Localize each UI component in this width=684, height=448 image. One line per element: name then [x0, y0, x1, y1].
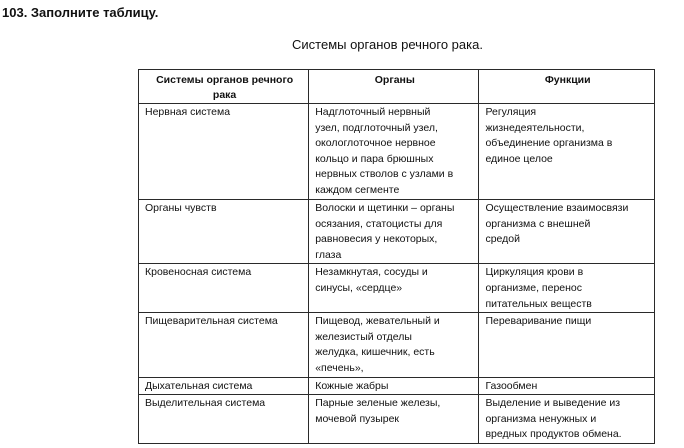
functions-cell: Циркуляция крови в организме, перенос питательных веществ — [479, 264, 655, 313]
functions-cell: Осуществление взаимосвязи организма с внешней средой — [479, 200, 655, 264]
table-caption: Системы органов речного рака. — [292, 37, 483, 52]
system-cell: Выделительная система — [139, 395, 309, 444]
system-cell: Кровеносная система — [139, 264, 309, 313]
organs-cell: Незамкнутая, сосуды и синусы, «сердце» — [309, 264, 479, 313]
organs-cell: Кожные жабры — [309, 377, 479, 395]
header-systems: Системы органов речного рака — [139, 70, 309, 104]
functions-cell: Газообмен — [479, 377, 655, 395]
table-row — [139, 104, 655, 200]
organs-cell: Парные зеленые железы, мочевой пузырек — [309, 395, 479, 444]
system-cell: Дыхательная система — [139, 377, 309, 395]
system-cell: Нервная система — [139, 104, 309, 200]
table-row — [139, 200, 655, 264]
organs-cell: Волоски и щетинки – органы осязания, статоцисты для равновесия у некоторых, глаза — [309, 200, 479, 264]
table-row — [139, 377, 655, 395]
functions-cell: Регуляция жизнедеятельности, объединение организма в единое целое — [479, 104, 655, 200]
organs-cell: Надглоточный нервный узел, подглоточный узел, окологлоточное нервное кольцо и пара брюшных нервных стволов с узлами в каждом сегменте — [309, 104, 479, 200]
table-row — [139, 264, 655, 313]
header-organs: Органы — [309, 70, 479, 104]
functions-cell: Выделение и выведение из организма ненужных и вредных продуктов обмена. — [479, 395, 655, 444]
functions-cell: Переваривание пищи — [479, 313, 655, 377]
table-row — [139, 313, 655, 377]
table-header-row — [139, 70, 655, 104]
table-row — [139, 395, 655, 444]
organs-cell: Пищевод, жевательный и железистый отделы желудка, кишечник, есть «печень», — [309, 313, 479, 377]
header-functions: Функции — [479, 70, 655, 104]
organ-systems-table — [138, 69, 655, 444]
system-cell: Органы чувств — [139, 200, 309, 264]
task-title: 103. Заполните таблицу. — [2, 5, 159, 20]
system-cell: Пищеварительная система — [139, 313, 309, 377]
